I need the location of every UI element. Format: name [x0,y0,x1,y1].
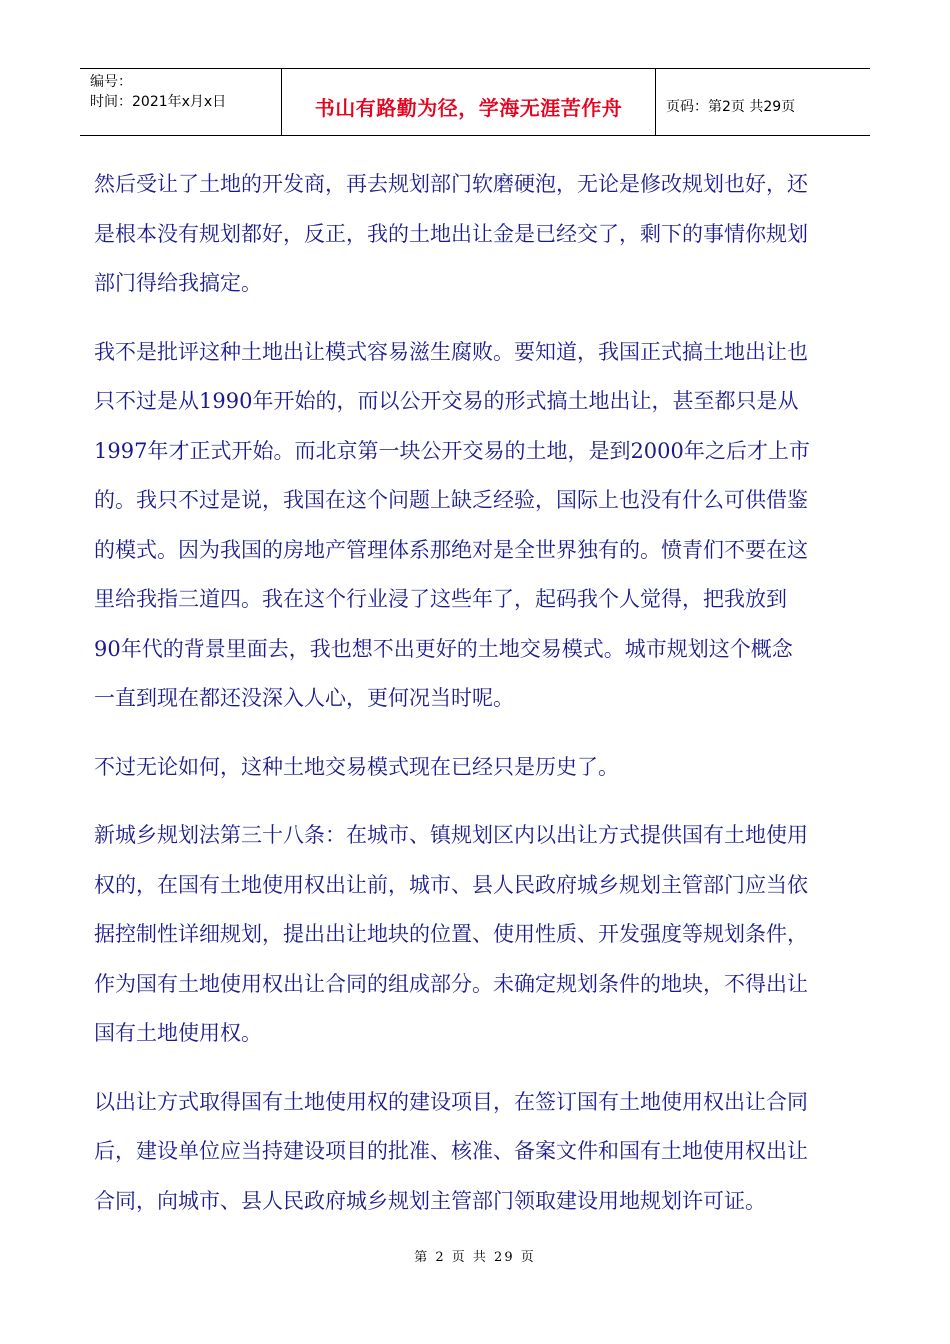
document-date: 时间：2021年x月x日 [90,94,227,110]
paragraph-line: 里给我指三道四。我在这个行业浸了这些年了，起码我个人觉得，把我放到 [94,587,787,611]
paragraph-line: 新城乡规划法第三十八条：在城市、镇规划区内以出让方式提供国有土地使用 [94,823,808,847]
page-header [80,68,870,136]
paragraph-line: 90年代的背景里面去，我也想不出更好的土地交易模式。城市规划这个概念 [94,636,793,661]
paragraph-line: 据控制性详细规划，提出出让地块的位置、使用性质、开发强度等规划条件， [94,922,808,946]
body-paragraph [94,811,864,1059]
body-paragraph [94,743,864,793]
paragraph-line: 合同，向城市、县人民政府城乡规划主管部门领取建设用地规划许可证。 [94,1188,766,1213]
paragraph-line: 只不过是从1990年开始的，而以公开交易的形式搞土地出让，甚至都只是从 [94,389,799,413]
header-motto-cell [282,69,656,135]
body-paragraph [94,160,864,309]
header-page-info: 页码：第2页 共29页 [666,99,796,115]
paragraph-line: 权的，在国有土地使用权出让前，城市、县人民政府城乡规划主管部门应当依 [94,872,808,897]
body-paragraph [94,1078,864,1227]
paragraph-line: 不过无论如何，这种土地交易模式现在已经只是历史了。 [94,754,619,779]
paragraph-line: 是根本没有规划都好，反正，我的土地出让金是已经交了，剩下的事情你规划 [94,221,808,246]
page-footer: 第 2 页 共 29 页 [414,1250,536,1265]
paragraph-line: 以出让方式取得国有土地使用权的建设项目，在签订国有土地使用权出让合同 [94,1089,808,1114]
paragraph-line: 我不是批评这种土地出让模式容易滋生腐败。要知道，我国正式搞土地出让也 [94,339,808,364]
paragraph-line: 部门得给我搞定。 [94,271,262,295]
header-page-cell [656,69,870,135]
paragraph-line: 国有土地使用权。 [94,1021,262,1045]
header-meta [80,69,282,135]
paragraph-line: 作为国有土地使用权出让合同的组成部分。未确定规划条件的地块，不得出让 [94,971,808,996]
document-body [94,160,864,1245]
document-number-label: 编号： [90,74,132,90]
paragraph-line: 后，建设单位应当持建设项目的批准、核准、备案文件和国有土地使用权出让 [94,1139,808,1163]
paragraph-line: 的模式。因为我国的房地产管理体系那绝对是全世界独有的。愤青们不要在这 [94,537,808,562]
paragraph-line: 一直到现在都还没深入人心，更何况当时呢。 [94,686,514,710]
paragraph-line: 的。我只不过是说，我国在这个问题上缺乏经验，国际上也没有什么可供借鉴 [94,488,808,512]
paragraph-line: 然后受让了土地的开发商，再去规划部门软磨硬泡，无论是修改规划也好，还 [94,172,808,196]
header-motto: 书山有路勤为径，学海无涯苦作舟 [314,95,623,120]
body-paragraph [94,328,864,724]
paragraph-line: 1997年才正式开始。而北京第一块公开交易的土地，是到2000年之后才上市 [94,438,810,463]
